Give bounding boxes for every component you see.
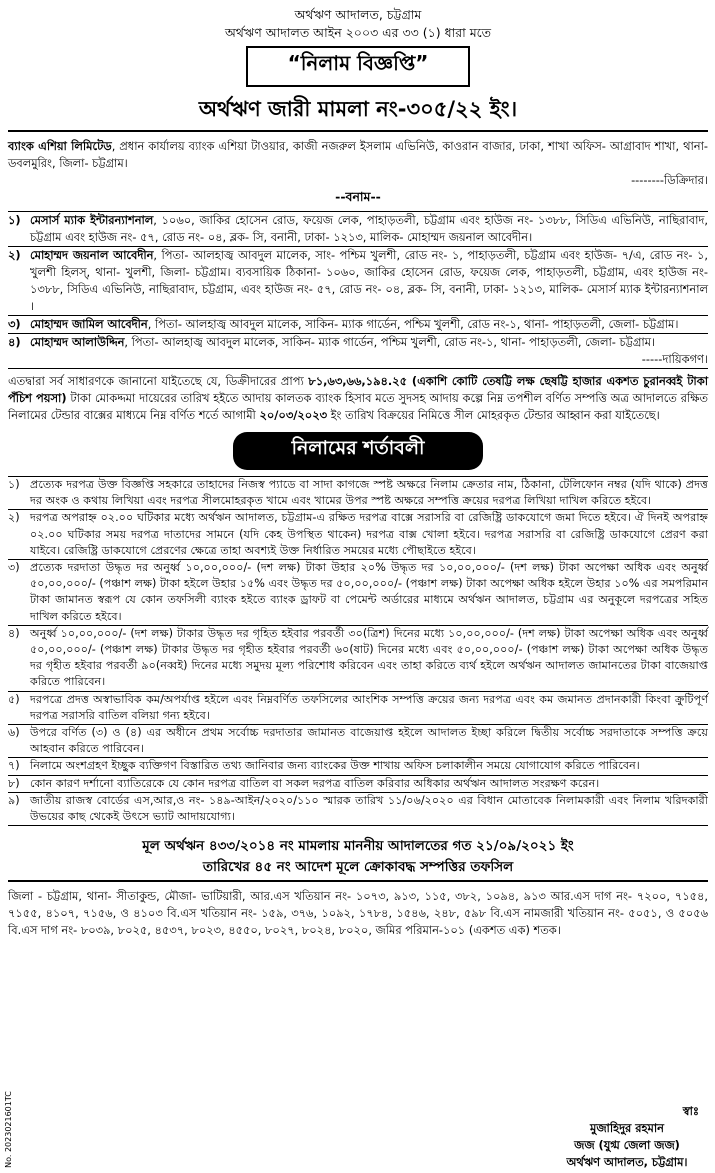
conditions-list	[8, 476, 708, 826]
defendant-item: ২) মোহাম্মদ জয়নাল আবেদীন, পিতা- আলহাজ্ব আবদুল মালেক, সাং- পশ্চিম খুলশী, রোড নং- ১, পাহাড়তলী, চট্টগ্রাম এবং হাউজ- ৭/এ, রোড নং- ১, খুলশী হিলস্, থানা- খুলশী, জিলা- চট্টগ্রাম। ব্যবসায়িক ঠিকানা- ১০৬০, জাকির হোসেন রোড, ফয়েজ লেক, পাহাড়তলী, চট্টগ্রাম, এবং হাউজ নং- ১৩৮৮, সিডিএ এভিনিউ, নাছিরাবাদ, চট্টগ্রাম, এবং হাউজ নং- ৫৭, রোড নং- ০৪, ব্লক- সি, বনানী, ঢাকা- ১২১৩, মালিক- মেসার্স ম্যাক ইন্টারন্যাশনাল ।	[8, 248, 708, 313]
versus-label: --বনাম--	[335, 189, 381, 204]
notice-title: “নিলাম বিজ্ঞপ্তি”	[246, 46, 470, 87]
auction-notice	[8, 6, 708, 939]
side-code: No. 2023021601TC	[3, 1091, 13, 1168]
divider	[8, 880, 708, 882]
defendant-name: মোহাম্মদ জামিল আবেদীন	[30, 317, 148, 331]
conditions-title: নিলামের শর্তাবলী	[233, 432, 483, 470]
defendant-name: মোহাম্মদ আলাউদ্দিন	[30, 335, 125, 349]
condition-item: ১) প্রত্যেক দরপত্র উক্ত বিজ্ঞপ্তি সহকারে তাহাদের নিজস্ব প্যাডে বা সাদা কাগজে স্পষ্ট অক্ষরে নিলাম ক্রেতার নাম, ঠিকানা, টেলিফোন নম্বর (যদি থাকে) প্রদত্ত দর অংক ও কথায় লিখিয়া এবং দরপত্র সীলমোহরকৃত খামে এবং খামের উপর স্পষ্ট অক্ষরে সম্পত্তি ক্রয়ের দরপত্র লিখিয়া দাখিল করিতে হইবে।	[8, 478, 708, 508]
condition-item: ২) দরপত্র অপরাহ্ন ০২.০০ ঘটিকার মধ্যে অর্থঋন আদালত, চট্টগ্রাম-এ রক্ষিত দরপত্র বাক্সে সরাসরি বা রেজিষ্ট্রি ডাকযোগে জমা দিতে হইবে। ঐ দিনই অপরাহ্ন ০২.০০ ঘটিকার সময় দরপত্র দাতাদের সামনে (যদি কেহ উপস্থিত থাকেন) দরপত্র বাক্স খোলা হইবে। দরপত্র সরাসরি বা রেজিষ্ট্রি ডাকযোগে প্রেরণ করা যাইবে। রেজিষ্ট্রি ডাকযোগে প্রেরণের ক্ষেত্রে তাহা অবশ্যই উক্ত নির্ধারিত সময়ের মধ্যে পৌছাইতে হইবে।	[8, 509, 708, 559]
judge-name: মুজাহিদুর রহমান	[590, 1121, 664, 1135]
signature-block	[547, 1103, 707, 1171]
divider	[8, 130, 708, 132]
defendant-name: মেসার্স ম্যাক ইন্টারন্যাশনাল	[30, 213, 154, 227]
property-schedule: জিলা - চট্টগ্রাম, থানা- সীতাকুন্ড, মৌজা- ভাটিয়ারী, আর.এস খতিয়ান নং- ১০৭৩, ৯১৩, ১১৫, ৩৮২, ১০৯৪, ৯১৩ আর.এস দাগ নং- ৭২০০, ৭১৫৪, ৭১৫৫, ৪১০৭, ৭১৫৬, ও ৪১০৩ বি.এস খতিয়ান নং- ১৫৯, ৩৭৬, ১০৯২, ১৭৮৪, ১৫৪৬, ২৪৮, ৫৯৮ বি.এস নামজারী খতিয়ান নং- ৫০৫১, ও ৫০৫৬ বি.এস দাগ নং- ৮০৩৯, ৮০২৫, ৪৫৩৭, ৮০২৩, ৪৫৫০, ৮০২৭, ৮০২৪, ৮০২০, জমির পরিমান-১০১ (একশত এক) শতক।	[8, 889, 708, 938]
defendant-item: ৩) মোহাম্মদ জামিল আবেদীন, পিতা- আলহাজ্ব আবদুল মালেক, সাকিন- ম্যাক গার্ডেন, পশ্চিম খুলশী, রোড নং-১, থানা- পাহাড়তলী, জেলা- চট্টগ্রাম।	[8, 315, 708, 333]
condition-item: ৭) নিলামে অংশগ্রহণ ইচ্ছুক ব্যক্তিগণ বিস্তারিত তথ্য জানিবার জন্য ব্যাংকের উক্ত শাখায় অফিস চলাকালীন সময়ে যোগাযোগ করিতে পারিবেন।	[8, 757, 708, 774]
case-number: অর্থঋণ জারী মামলা নং-৩০৫/২২ ইং।	[198, 97, 518, 121]
plaintiff-address: , প্রধান কার্যালয় ব্যাংক এশিয়া টাওয়ার, কাজী নজরুল ইসলাম এভিনিউ, কাওরান বাজার, ঢাকা, শাখা অফিস- আগ্রাবাদ শাখা, থানা- ডবলমুরিং, জিলা- চট্টগ্রাম।	[8, 139, 708, 170]
claim-amount: ৮১,৬৩,৬৬,১৯৪.২৫ (একাশি কোটি তেষট্টি লক্ষ ছেষট্টি হাজার একশত চুরানব্বই টাকা পঁচিশ পয়সা)	[8, 374, 708, 405]
signature-label: স্বাঃ	[682, 1104, 699, 1118]
court-name: অর্থঋণ আদালত, চট্টগ্রাম	[294, 7, 422, 22]
notice-paragraph: এতদ্বারা সর্ব সাধারণকে জানানো যাইতেছে যে, ডিক্রীদারের প্রাপ্য ৮১,৬৩,৬৬,১৯৪.২৫ (একাশি কোটি তেষট্টি লক্ষ ছেষট্টি হাজার একশত চুরানব্বই টাকা পঁচিশ পয়সা) টাকা মোকদ্দমা দায়েরের তারিখ হইতে আদায় কালতক ব্যাংক হিসাব মতে সুদসহ আদায় কল্পে নিম্ন তপশীল বর্ণিত সম্পত্তি অত্র আদালতে রক্ষিত নিলামের টেন্ডার বাক্সের মাধ্যমে নিম্ন বর্ণিত শর্তে আগামী ২০/০৩/২০২৩ ইং তারিখ বিক্রয়ের নিমিত্তে সীল মোহরকৃত টেন্ডার আহ্বান করা যাইতেছে।	[8, 374, 708, 422]
plaintiff-role: --------ডিক্রিদার।	[631, 173, 708, 187]
condition-item: ৮) কোন কারণ দর্শানো ব্যাতিরেকে যে কোন দরপত্র বাতিল বা সকল দরপত্র বাতিল করিবার অধিকার অর্থঋন আদালত সংরক্ষণ করেন।	[8, 775, 708, 792]
plaintiff-name: ব্যাংক এশিয়া লিমিটেড	[8, 139, 112, 153]
auction-date: ২০/০৩/২০২৩	[259, 408, 328, 422]
condition-item: ৯) জাতীয় রাজস্ব বোর্ডের এস,আর,ও নং- ১৪৯-আইন/২০২০/১১০ স্মারক তারিখ ১১/০৬/২০২০ এর বিধান মোতাবেক নিলামকারী এবং নিলাম খরিদকারী উভয়ের কাছ থেকেই উৎসে ভ্যাট আদায়যোগ্য।	[8, 792, 708, 825]
act-reference: অর্থঋণ আদালত আইন ২০০৩ এর ৩৩ (১) ধারা মতে	[224, 25, 492, 40]
schedule-heading: মূল অর্থঋন ৪৩৩/২০১৪ নং মামলায় মাননীয় আদালতের গত ২১/০৯/২০২১ ইং তারিখের ৪৫ নং আদেশ মূলে ক্রোকাবদ্ধ সম্পত্তির তফসিল	[142, 838, 574, 876]
defendants-list	[8, 211, 708, 369]
condition-item: ৩) প্রত্যেক দরদাতা উদ্ধৃত দর অনুর্ধ্ব ১০,০০,০০০/- (দশ লক্ষ) টাকা উহার ২০% উদ্ধৃত দর ১০,০০,০০০/- (দশ লক্ষ) টাকা অপেক্ষা অধিক এবং অনুর্ধ্ব ৫০,০০,০০০/- (পঞ্চাশ লক্ষ) টাকা হইলে উহার ১৫% এবং উদ্ধৃত দর ৫০,০০,০০০/- (পঞ্চাশ লক্ষ) টাকা অপেক্ষা অধিক হইলে উহার ১০% এর সমপরিমান টাকা জামানত স্বরূপ যে কোন তফসিলী ব্যাংক হইতে ব্যাংক ড্রাফট বা পেমেন্ট অর্ডারের মাধ্যমে অর্থঋন আদালত, চট্টগ্রাম এর অনুকূলে দরপত্রের সহিত দাখিল করিতে হইবে।	[8, 559, 708, 625]
plaintiff-block	[8, 138, 708, 189]
defendant-item: ৪) মোহাম্মদ আলাউদ্দিন, পিতা- আলহাজ্ব আবদুল মালেক, সাকিন- ম্যাক গার্ডেন, পশ্চিম খুলশী, রোড নং-১, থানা- পাহাড়তলী, জেলা- চট্টগ্রাম। -----দায়িকগণ।	[8, 335, 708, 366]
condition-item: ৬) উপরে বর্ণিত (৩) ও (৪) এর অধীনে প্রথম সর্বোচ্চ দরদাতার জামানত বাজেয়াপ্ত হইলে আদালত ইচ্ছা করিলে দ্বিতীয় সর্বোচ্চ সরদাতাকে সম্পত্তি ক্রয়ে আহবান করিতে পারিবেন।	[8, 724, 708, 757]
condition-item: ৫) দরপত্রে প্রদত্ত অস্বাভাবিক কম/অপর্যাপ্ত হইলে এবং নিম্নবর্ণিত তফসিলের আংশিক সম্পত্তি ক্রয়ের জন্য দরপত্র এবং কম জমানত প্রদানকারী কিংবা ক্রুটিপূর্ণ দরপত্র সরাসরি বাতিল বলিয়া গন্য হইবে।	[8, 691, 708, 724]
judge-designation: জজ (যুগ্ম জেলা জজ)	[574, 1138, 680, 1152]
condition-item: ৪) অনুর্ধ্ব ১০,০০,০০০/- (দশ লক্ষ) টাকার উদ্ধৃত দর গৃহিত হইবার পরবর্তী ৩০(ত্রিশ) দিনের মধ্যে ১০,০০,০০০/- (দশ লক্ষ) টাকা অপেক্ষা অধিক এবং অনুর্ধ্ব ৫০,০০,০০০/- (পঞ্চাশ লক্ষ) টাকার উদ্ধৃত দর গৃহীত হইবার পরবর্তী ৬০(ষাট) দিনের মধ্যে এবং ৫০,০০,০০০/- (পঞ্চাশ লক্ষ) টাকা অপেক্ষা অধিক উদ্ধৃত দর গৃহীত হইবার পরবর্তী ৯০(নব্বই) দিনের মধ্যে সমুদয় মূল্য পরিশোধ করিবেন এবং তাহা করিতে ব্যর্থ হইলে অর্থঋন আদালত জামানতের টাকা বাজেয়াপ্ত করিতে পারিবেন।	[8, 625, 708, 691]
defendants-role: -----দায়িকগণ।	[641, 352, 708, 366]
signature-court: অর্থঋণ আদালত, চট্টগ্রাম।	[566, 1155, 688, 1169]
defendant-name: মোহাম্মদ জয়নাল আবেদীন	[30, 248, 154, 262]
defendant-item: ১) মেসার্স ম্যাক ইন্টারন্যাশনাল, ১০৬০, জাকির হোসেন রোড, ফয়েজ লেক, পাহাড়তলী, চট্টগ্রাম এবং হাউজ নং- ১৩৮৮, সিডিএ এভিনিউ, নাছিরাবাদ, চট্টগ্রাম এবং হাউজ নং- ৫৭, রোড নং- ০৪, ব্লক- সি, বনানী, ঢাকা- ১২১৩, মালিক- মোহাম্মদ জয়নাল আবেদীন।	[8, 213, 708, 244]
